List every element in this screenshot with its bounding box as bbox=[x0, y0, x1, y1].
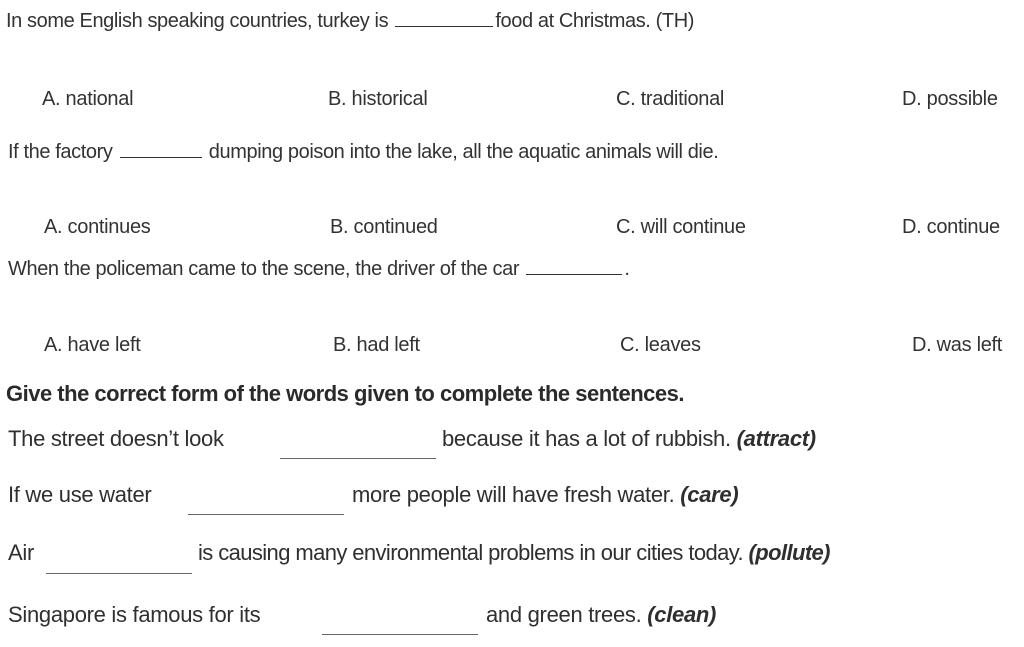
question-3-text-after: . bbox=[624, 258, 630, 280]
word-form-2-after-group bbox=[352, 482, 738, 508]
word-form-4-after-group bbox=[486, 602, 716, 628]
question-3-blank[interactable] bbox=[526, 273, 622, 275]
q1-option-b[interactable]: B. historical bbox=[328, 88, 428, 110]
word-form-1-hint: (attract) bbox=[736, 426, 816, 451]
word-form-2-before: If we use water bbox=[8, 482, 152, 507]
question-3 bbox=[8, 258, 629, 281]
q1-option-a[interactable]: A. national bbox=[42, 88, 134, 110]
q2-option-b[interactable]: B. continued bbox=[330, 216, 438, 238]
word-form-1-blank[interactable] bbox=[280, 458, 436, 459]
word-form-2-hint: (care) bbox=[680, 482, 739, 507]
word-form-4-before: Singapore is famous for its bbox=[8, 602, 261, 627]
q2-option-a[interactable]: A. continues bbox=[44, 216, 151, 238]
question-3-text-before: When the policeman came to the scene, the driver of the car bbox=[8, 258, 520, 280]
word-form-1-before: The street doesn’t look bbox=[8, 426, 224, 451]
q3-option-d[interactable]: D. was left bbox=[912, 334, 1003, 356]
word-form-3-blank[interactable] bbox=[46, 573, 192, 574]
word-form-4-hint: (clean) bbox=[647, 602, 717, 627]
q3-option-b[interactable]: B. had left bbox=[333, 334, 420, 356]
section-heading: Give the correct form of the words given to complete the sentences. bbox=[6, 381, 684, 406]
word-form-3-hint: (pollute) bbox=[748, 540, 830, 565]
question-1-text-after: food at Christmas. (TH) bbox=[495, 10, 694, 32]
word-form-1-after: because it has a lot of rubbish. bbox=[442, 426, 731, 451]
word-form-4-after: and green trees. bbox=[486, 602, 642, 627]
word-form-3-before: Air bbox=[8, 540, 34, 565]
q3-option-a[interactable]: A. have left bbox=[44, 334, 141, 356]
word-form-3-after: is causing many environmental problems in our cities today. bbox=[198, 540, 744, 565]
question-1-text-before: In some English speaking countries, turkey is bbox=[6, 10, 389, 32]
q3-option-c[interactable]: C. leaves bbox=[620, 334, 701, 356]
q1-option-c[interactable]: C. traditional bbox=[616, 88, 725, 110]
word-form-2-blank[interactable] bbox=[188, 514, 344, 515]
question-2-text-after: dumping poison into the lake, all the aquatic animals will die. bbox=[208, 141, 719, 163]
question-1 bbox=[6, 10, 694, 33]
word-form-3-after-group bbox=[198, 540, 830, 566]
q1-option-d[interactable]: D. possible bbox=[902, 88, 998, 110]
word-form-2-after: more people will have fresh water. bbox=[352, 482, 675, 507]
word-form-4-blank[interactable] bbox=[322, 634, 478, 635]
question-2 bbox=[8, 141, 718, 164]
q2-option-d[interactable]: D. continue bbox=[902, 216, 1000, 238]
question-1-blank[interactable] bbox=[395, 25, 493, 27]
word-form-1-after-group bbox=[442, 426, 816, 452]
q2-option-c[interactable]: C. will continue bbox=[616, 216, 746, 238]
question-2-text-before: If the factory bbox=[8, 141, 113, 163]
question-2-blank[interactable] bbox=[120, 156, 202, 158]
